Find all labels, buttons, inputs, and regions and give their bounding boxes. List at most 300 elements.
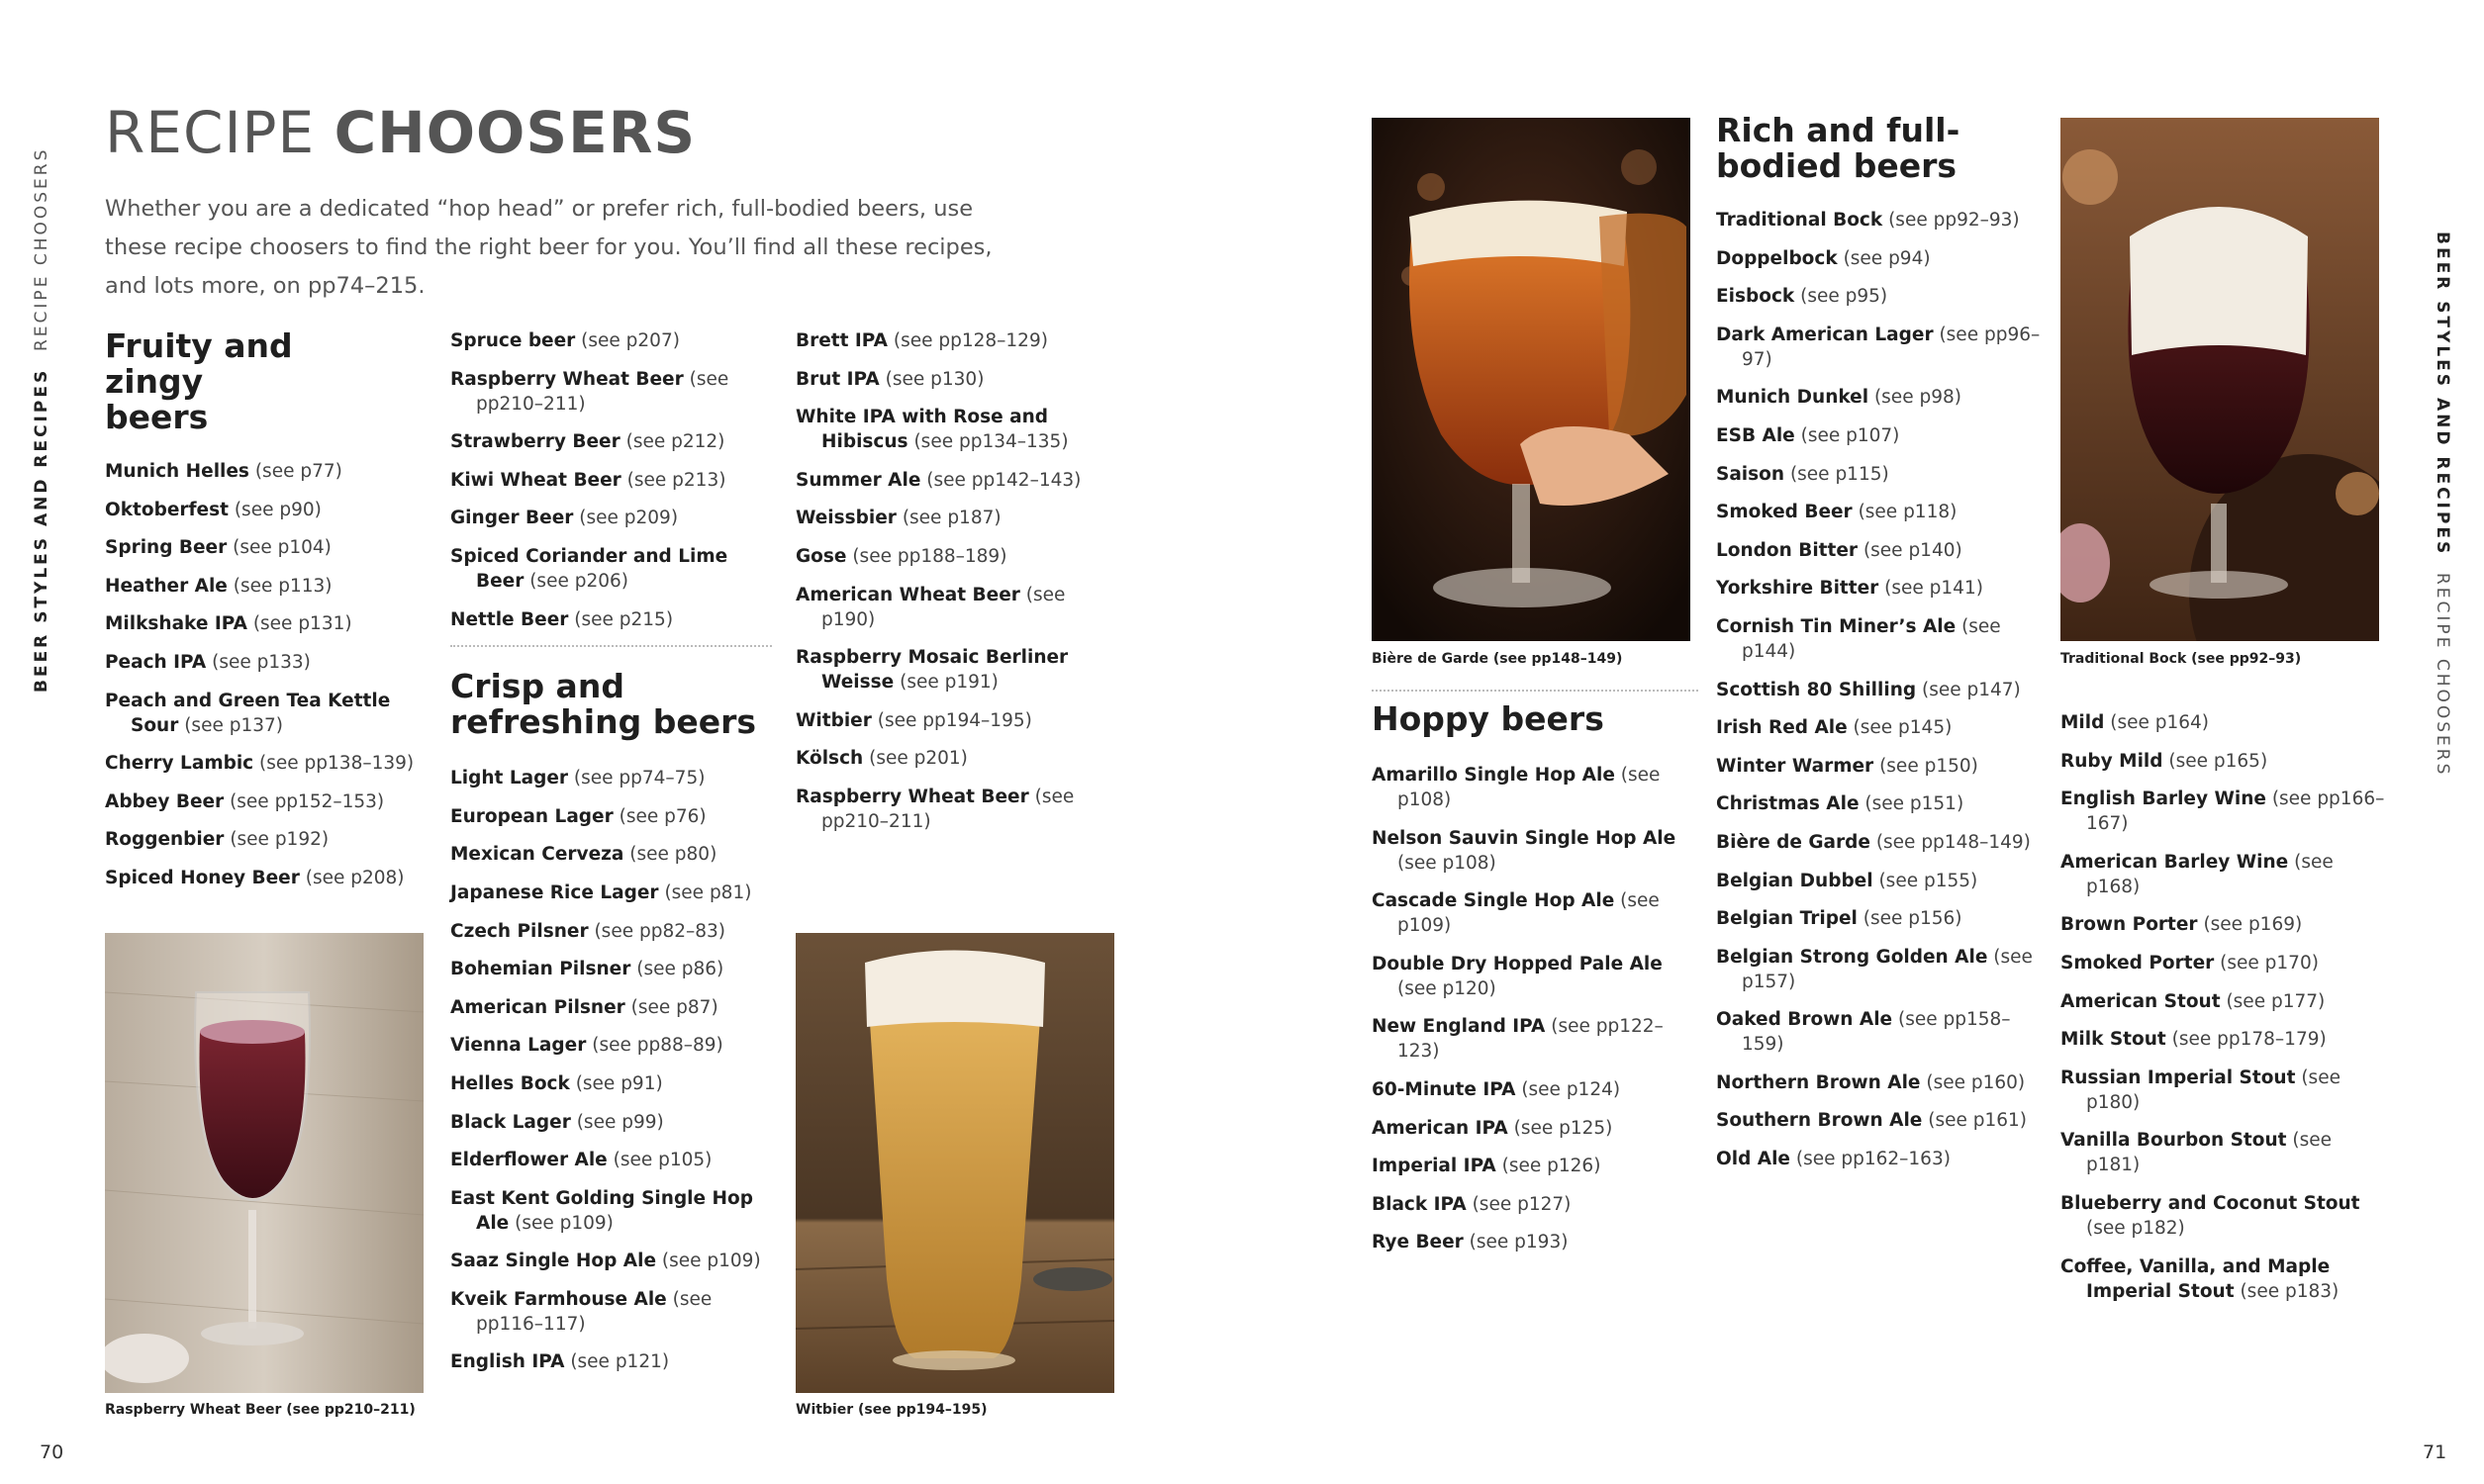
recipe-page-ref: (see pp88–89) [592,1035,723,1057]
recipe-name: Mild [2060,712,2105,733]
recipe-name: Munich Helles [105,461,249,482]
recipe-name: 60-Minute IPA [1372,1078,1516,1100]
recipe-item [450,957,772,981]
recipe-item [1716,423,2043,448]
recipe-item [1372,826,1698,876]
recipe-item [450,468,772,493]
recipe-item [105,689,441,738]
recipe-item [1716,1147,2043,1171]
recipe-name: American Pilsner [450,996,625,1018]
recipe-item [1372,1154,1698,1178]
recipe-name: New England IPA [1372,1016,1546,1038]
recipe-name: London Bitter [1716,539,1859,561]
recipe-item [450,995,772,1020]
item-list [2060,710,2387,1304]
recipe-name: Spruce beer [450,330,576,351]
recipe-page-ref: (see p168) [2086,851,2334,897]
recipe-page-ref: (see p108) [1397,852,1496,874]
recipe-page-ref: (see p109) [1397,890,1660,937]
recipe-item [1716,614,2043,664]
recipe-name: Blueberry and Coconut Stout [2060,1192,2360,1214]
photo-caption: Raspberry Wheat Beer (see pp210–211) [105,1402,416,1418]
recipe-name: Summer Ale [796,469,921,491]
recipe-item [450,881,772,905]
recipe-page-ref: (see p155) [1878,870,1978,891]
recipe-name: Vienna Lager [450,1035,587,1057]
recipe-item [450,804,772,829]
recipe-page-ref: (see p99) [576,1111,664,1133]
recipe-page-ref: (see p164) [2110,712,2210,733]
recipe-item [450,1148,772,1172]
recipe-page-ref: (see p207) [581,330,680,351]
recipe-page-ref: (see p206) [529,570,628,592]
recipe-page-ref: (see p212) [625,431,725,453]
recipe-page-ref: (see pp128–129) [893,330,1048,351]
recipe-name: Yorkshire Bitter [1716,578,1879,600]
recipe-page-ref: (see pp188–189) [852,545,1007,567]
recipe-item [1372,763,1698,812]
recipe-name: Ruby Mild [2060,750,2163,772]
recipe-page-ref: (see p177) [2226,990,2326,1012]
recipe-item [105,751,441,776]
recipe-page-ref: (see p87) [630,996,718,1018]
recipe-item [450,1287,772,1337]
raspberry-wheat-beer-photo [105,933,424,1393]
side-header-right: BEER STYLES AND RECIPES RECIPE CHOOSERS [2433,232,2452,778]
recipe-name: White IPA with Rose and Hibiscus [796,407,1048,453]
page-title: RECIPE CHOOSERS [105,99,697,166]
recipe-page-ref: (see p165) [2168,750,2268,772]
recipe-name: Munich Dunkel [1716,387,1869,409]
recipe-item [105,498,441,522]
recipe-item [1716,754,2043,779]
recipe-item [1372,1077,1698,1102]
recipe-name: Kölsch [796,748,864,770]
recipe-name: American IPA [1372,1117,1508,1139]
recipe-name: Amarillo Single Hop Ale [1372,765,1615,786]
recipe-page-ref: (see p160) [1926,1071,2026,1093]
recipe-item [796,645,1122,695]
recipe-page-ref: (see pp178–179) [2171,1029,2327,1051]
photo-caption: Traditional Bock (see pp92–93) [2060,651,2302,667]
recipe-page-ref: (see p109) [515,1212,614,1234]
recipe-page-ref: (see p91) [575,1072,663,1094]
section-rich [1716,113,2043,1185]
recipe-page-ref: (see p80) [629,844,717,866]
recipe-item [105,459,441,484]
recipe-item [1716,1108,2043,1133]
recipe-item [2060,787,2387,836]
recipe-name: Czech Pilsner [450,920,589,942]
recipe-name: Belgian Dubbel [1716,870,1873,891]
recipe-name: Cornish Tin Miner’s Ale [1716,615,1957,637]
recipe-page-ref: (see p140) [1863,539,1962,561]
recipe-item [450,1110,772,1135]
recipe-name: English IPA [450,1351,565,1373]
recipe-name: Eisbock [1716,286,1795,308]
recipe-item [1372,888,1698,938]
recipe-page-ref: (see p208) [305,867,405,888]
recipe-name: Milk Stout [2060,1029,2166,1051]
recipe-item [450,328,772,353]
recipe-name: Light Lager [450,768,569,789]
recipe-item [2060,1254,2387,1304]
recipe-name: Oaked Brown Ale [1716,1009,1893,1031]
recipe-item [450,607,772,632]
recipe-item [1716,906,2043,931]
item-list [105,459,441,890]
recipe-item [450,1033,772,1058]
recipe-item [450,1186,772,1236]
recipe-item [105,611,441,636]
section-heading: Crisp and refreshing beers [450,667,757,742]
recipe-item [2060,850,2387,899]
recipe-item [796,367,1122,392]
recipe-name: Belgian Tripel [1716,908,1858,930]
recipe-page-ref: (see p170) [2220,952,2319,974]
recipe-item [450,1349,772,1374]
recipe-page-ref: (see p183) [2240,1280,2340,1302]
item-list [450,766,772,1374]
recipe-item [1716,284,2043,309]
recipe-page-ref: (see p151) [1864,793,1964,815]
recipe-name: Belgian Strong Golden Ale [1716,946,1988,968]
recipe-item [2060,1066,2387,1115]
recipe-name: Milkshake IPA [105,613,247,635]
recipe-item [1372,1230,1698,1254]
recipe-item [1716,869,2043,893]
recipe-name: Gose [796,545,847,567]
recipe-name: Irish Red Ale [1716,717,1848,739]
recipe-name: Nelson Sauvin Single Hop Ale [1372,827,1676,849]
recipe-page-ref: (see p180) [2086,1067,2341,1113]
recipe-item [105,789,441,814]
recipe-name: Ginger Beer [450,508,574,529]
recipe-name: Spring Beer [105,537,228,559]
item-list [1716,208,2043,1171]
recipe-page-ref: (see p201) [869,748,968,770]
recipe-name: Northern Brown Ale [1716,1071,1921,1093]
recipe-page-ref: (see p192) [230,829,330,851]
recipe-page-ref: (see p181) [2086,1130,2332,1176]
item-list [796,328,1122,834]
recipe-name: Double Dry Hopped Pale Ale [1372,953,1663,974]
recipe-name: Dark American Lager [1716,324,1934,345]
recipe-item [1716,208,2043,232]
recipe-name: Traditional Bock [1716,210,1883,231]
recipe-page-ref: (see p141) [1884,578,1983,600]
recipe-page-ref: (see p161) [1928,1110,2028,1132]
recipe-page-ref: (see pp142–143) [926,469,1082,491]
recipe-page-ref: (see p108) [1397,765,1661,810]
recipe-item [450,1249,772,1273]
recipe-page-ref: (see p107) [1800,424,1900,446]
recipe-item [450,766,772,790]
recipe-name: European Lager [450,805,614,827]
recipe-item [1716,830,2043,855]
section-rich-continued [2060,710,2387,1317]
recipe-name: Black IPA [1372,1193,1467,1215]
recipe-page-ref: (see p169) [2203,914,2303,936]
page-number-right: 71 [2423,1441,2447,1463]
recipe-name: Raspberry Mosaic Berliner Weisse [796,647,1069,694]
recipe-item [1716,791,2043,816]
recipe-item [796,785,1122,834]
recipe-name: American Barley Wine [2060,851,2289,873]
section-crisp-continued [796,328,1122,848]
recipe-name: American Wheat Beer [796,584,1020,605]
recipe-name: Helles Bock [450,1072,570,1094]
recipe-page-ref: (see p125) [1513,1117,1613,1139]
recipe-page-ref: (see pp148–149) [1875,831,2031,853]
recipe-name: Elderflower Ale [450,1150,608,1171]
recipe-name: Old Ale [1716,1149,1790,1170]
recipe-item [2060,1128,2387,1177]
recipe-page-ref: (see pp82–83) [594,920,726,942]
recipe-name: Southern Brown Ale [1716,1110,1923,1132]
photo-caption: Bière de Garde (see pp148–149) [1372,651,1623,667]
recipe-page-ref: (see p147) [1922,679,2021,700]
recipe-page-ref: (see p191) [900,672,999,694]
item-list [1372,763,1698,1254]
recipe-name: Strawberry Beer [450,431,621,453]
recipe-name: Brut IPA [796,368,880,390]
recipe-name: Raspberry Wheat Beer [796,786,1029,807]
recipe-item [796,708,1122,733]
recipe-name: Spiced Coriander and Lime Beer [450,545,728,592]
recipe-item [1716,246,2043,271]
recipe-page-ref: (see p109) [661,1251,761,1272]
recipe-item [796,746,1122,771]
recipe-page-ref: (see p126) [1501,1156,1601,1177]
recipe-name: Christmas Ale [1716,793,1860,815]
recipe-page-ref: (see p121) [570,1351,670,1373]
recipe-page-ref: (see p127) [1472,1193,1572,1215]
recipe-item [1372,1116,1698,1141]
recipe-page-ref: (see pp162–163) [1795,1149,1951,1170]
recipe-page-ref: (see pp158–159) [1742,1009,2011,1056]
recipe-name: Smoked Beer [1716,502,1853,523]
recipe-item [105,827,441,852]
recipe-page-ref: (see pp166–167) [2086,788,2385,835]
recipe-name: Bohemian Pilsner [450,959,631,980]
recipe-item [1716,385,2043,410]
recipe-item [1716,500,2043,524]
recipe-name: Bière de Garde [1716,831,1870,853]
recipe-name: American Stout [2060,990,2221,1012]
recipe-page-ref: (see pp96–97) [1742,324,2041,370]
recipe-page-ref: (see p193) [1469,1232,1569,1253]
recipe-name: Smoked Porter [2060,952,2215,974]
recipe-name: Abbey Beer [105,790,225,812]
recipe-page-ref: (see p113) [233,575,333,597]
recipe-name: Saaz Single Hop Ale [450,1251,656,1272]
recipe-page-ref: (see p105) [613,1150,713,1171]
recipe-page-ref: (see pp210–211) [821,786,1075,832]
recipe-item [1716,538,2043,563]
recipe-name: Doppelbock [1716,247,1838,269]
section-heading: Fruity and zingy beers [105,326,293,436]
recipe-page-ref: (see p213) [626,469,726,491]
recipe-page-ref: (see pp92–93) [1888,210,2020,231]
recipe-name: Weissbier [796,508,897,529]
recipe-name: Heather Ale [105,575,228,597]
recipe-name: Coffee, Vanilla, and Maple Imperial Stout [2060,1255,2331,1302]
recipe-name: ESB Ale [1716,424,1795,446]
recipe-item [450,1071,772,1096]
recipe-page-ref: (see p118) [1858,502,1958,523]
recipe-page-ref: (see p187) [902,508,1002,529]
recipe-page-ref: (see pp210–211) [476,368,729,415]
intro-text: Whether you are a dedicated “hop head” or prefer rich, full-bodied beers, use these recipe choosers to find the right beer for you. You’ll find all these recipes, and lots more, on pp74–215. [105,196,993,299]
recipe-name: Imperial IPA [1372,1156,1496,1177]
recipe-name: East Kent Golding Single Hop Ale [450,1187,753,1234]
recipe-item [2060,1191,2387,1241]
recipe-item [1716,715,2043,740]
recipe-page-ref: (see p95) [1800,286,1888,308]
section-fruity-continued [450,328,772,1388]
recipe-item [796,506,1122,530]
recipe-name: Russian Imperial Stout [2060,1067,2296,1088]
recipe-page-ref: (see p190) [821,584,1066,630]
recipe-item [1372,1014,1698,1064]
recipe-name: Saison [1716,463,1785,485]
recipe-name: Peach and Green Tea Kettle Sour [105,690,391,736]
recipe-page-ref: (see p209) [579,508,679,529]
recipe-page-ref: (see p133) [212,651,311,673]
recipe-page-ref: (see p131) [252,613,352,635]
recipe-page-ref: (see p156) [1863,908,1962,930]
recipe-item [105,535,441,560]
recipe-page-ref: (see p215) [574,608,674,630]
recipe-page-ref: (see p145) [1853,717,1953,739]
recipe-item [450,919,772,944]
recipe-page-ref: (see p104) [233,537,332,559]
traditional-bock-photo [2060,118,2379,641]
photo-caption: Witbier (see pp194–195) [796,1402,988,1418]
recipe-item [105,650,441,675]
recipe-name: Cherry Lambic [105,753,254,775]
recipe-item [796,468,1122,493]
recipe-item [450,842,772,867]
recipe-item [450,429,772,454]
recipe-item [450,367,772,417]
recipe-item [1372,952,1698,1001]
recipe-page-ref: (see p157) [1742,946,2033,992]
recipe-page-ref: (see p150) [1879,755,1978,777]
recipe-name: Japanese Rice Lager [450,881,659,903]
recipe-item [2060,989,2387,1014]
recipe-item [1716,576,2043,601]
recipe-name: Rye Beer [1372,1232,1464,1253]
recipe-name: Vanilla Bourbon Stout [2060,1130,2287,1152]
recipe-item [796,544,1122,569]
recipe-page-ref: (see p77) [254,461,342,482]
page-number-left: 70 [40,1441,64,1463]
recipe-name: Scottish 80 Shilling [1716,679,1917,700]
recipe-page-ref: (see p90) [234,499,322,520]
recipe-item [796,328,1122,353]
item-list [450,328,772,632]
recipe-page-ref: (see pp134–135) [913,431,1069,453]
recipe-item [450,544,772,594]
section-divider [450,645,772,647]
recipe-name: Roggenbier [105,829,225,851]
recipe-name: Oktoberfest [105,499,229,520]
recipe-item [1372,1192,1698,1217]
recipe-page-ref: (see p98) [1873,387,1961,409]
recipe-item [2060,912,2387,937]
recipe-item [1716,1007,2043,1057]
recipe-item [2060,951,2387,975]
section-hoppy [1372,690,1698,1268]
recipe-page-ref: (see p86) [636,959,724,980]
recipe-page-ref: (see p120) [1397,977,1496,999]
recipe-item [796,583,1122,632]
recipe-name: Peach IPA [105,651,207,673]
recipe-name: Raspberry Wheat Beer [450,368,684,390]
section-fruity [105,328,441,904]
recipe-item [2060,710,2387,735]
recipe-name: Mexican Cerveza [450,844,624,866]
recipe-item [105,574,441,599]
biere-de-garde-photo [1372,118,1690,641]
side-header-left: BEER STYLES AND RECIPES RECIPE CHOOSERS [32,146,51,693]
recipe-item [1716,945,2043,994]
recipe-name: Witbier [796,709,872,731]
recipe-item [796,405,1122,454]
recipe-page-ref: (see p144) [1742,615,2001,662]
recipe-page-ref: (see p130) [885,368,985,390]
recipe-item [450,506,772,530]
recipe-page-ref: (see p94) [1843,247,1931,269]
recipe-item [2060,1027,2387,1052]
recipe-item [2060,749,2387,774]
recipe-page-ref: (see pp74–75) [573,768,706,789]
recipe-name: Cascade Single Hop Ale [1372,890,1615,912]
section-heading: Rich and full-bodied beers [1716,111,1960,185]
recipe-page-ref: (see pp122–123) [1397,1016,1664,1063]
recipe-name: Brown Porter [2060,914,2198,936]
recipe-page-ref: (see pp116–117) [476,1288,713,1335]
recipe-page-ref: (see p182) [2086,1217,2185,1239]
recipe-name: Spiced Honey Beer [105,867,300,888]
witbier-photo [796,933,1114,1393]
recipe-item [105,866,441,890]
recipe-name: English Barley Wine [2060,788,2266,810]
recipe-page-ref: (see pp138–139) [259,753,415,775]
recipe-item [1716,323,2043,372]
recipe-page-ref: (see p115) [1789,463,1889,485]
recipe-name: Kiwi Wheat Beer [450,469,621,491]
recipe-page-ref: (see pp152–153) [230,790,385,812]
recipe-name: Winter Warmer [1716,755,1874,777]
recipe-page-ref: (see p81) [664,881,752,903]
recipe-page-ref: (see p124) [1521,1078,1621,1100]
recipe-name: Brett IPA [796,330,888,351]
recipe-page-ref: (see p137) [184,714,283,736]
recipe-name: Black Lager [450,1111,571,1133]
section-heading: Hoppy beers [1372,699,1604,738]
recipe-item [1716,1070,2043,1095]
recipe-item [1716,462,2043,487]
recipe-name: Nettle Beer [450,608,569,630]
recipe-item [1716,678,2043,702]
recipe-name: Kveik Farmhouse Ale [450,1288,667,1310]
recipe-page-ref: (see p76) [619,805,707,827]
section-divider [1372,690,1698,692]
recipe-page-ref: (see pp194–195) [877,709,1032,731]
